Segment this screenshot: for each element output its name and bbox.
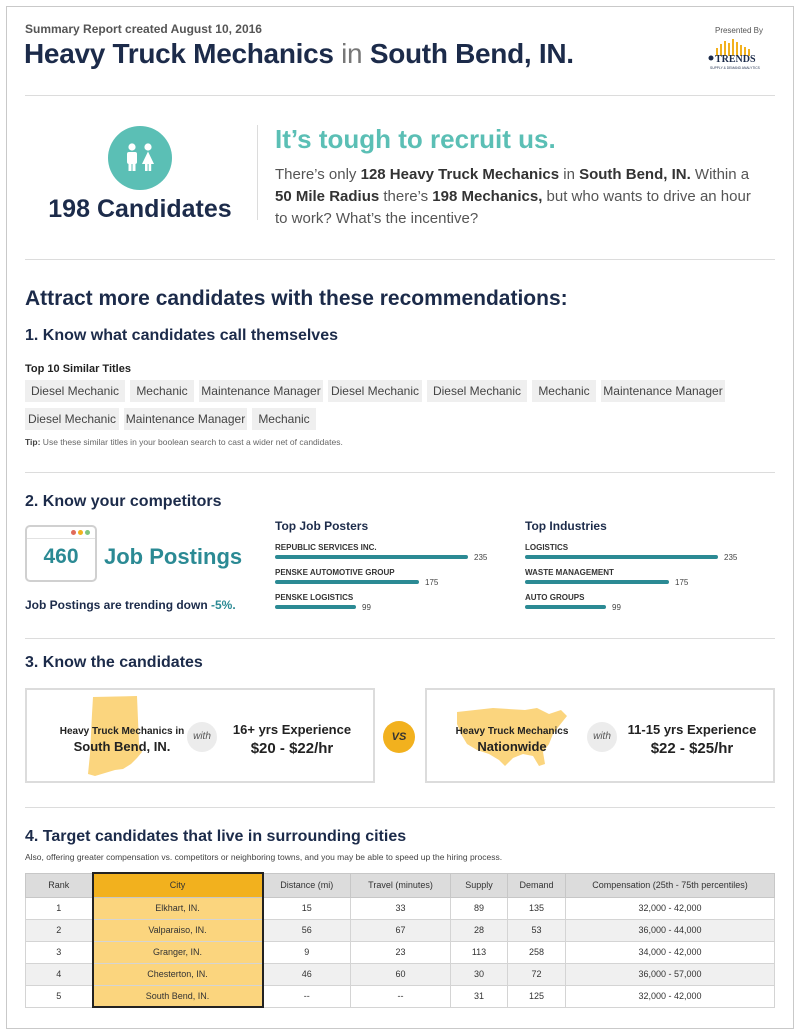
table-row: 4 Chesterton, IN. 46 60 30 72 36,000 - 57,000	[26, 963, 775, 985]
divider	[25, 95, 775, 96]
industry-value: 175	[675, 578, 689, 587]
divider	[25, 807, 775, 808]
col-compensation: Compensation (25th - 75th percentiles)	[566, 873, 775, 897]
postings-trend: Job Postings are trending down -5%.	[25, 598, 236, 612]
section-3-title: 3. Know the candidates	[25, 654, 203, 671]
title-chip: Mechanic	[252, 408, 316, 430]
title-location: South Bend, IN.	[369, 38, 574, 69]
national-place: Nationwide	[477, 739, 547, 754]
industry-bar	[525, 605, 606, 609]
page-title	[24, 38, 574, 70]
industry-value: 99	[612, 603, 621, 612]
job-poster-label: PENSKE AUTOMOTIVE GROUP	[275, 568, 395, 577]
hero-description: There’s only 128 Heavy Truck Mechanics in South Bend, IN. Within a 50 Mile Radius there’s 198 Mechanics, but who wants to drive an hour to work? What’s the incentive?	[275, 166, 751, 227]
title-chip: Diesel Mechanic	[328, 380, 422, 402]
job-poster-bar	[275, 580, 419, 584]
industry-bar	[525, 580, 669, 584]
with-badge: with	[187, 722, 217, 752]
job-poster-value: 175	[425, 578, 439, 587]
postings-label: Job Postings	[104, 544, 243, 569]
title-chip: Mechanic	[532, 380, 596, 402]
divider	[25, 638, 775, 639]
title-in: in	[341, 38, 363, 69]
national-candidates-card	[425, 688, 775, 783]
tip-text: Tip: Use these similar titles in your boolean search to cast a wider net of candidates.	[25, 437, 343, 447]
title-chip: Diesel Mechanic	[427, 380, 527, 402]
cities-table	[25, 872, 775, 1008]
local-label: Heavy Truck Mechanics in	[59, 726, 185, 737]
col-rank: Rank	[26, 873, 93, 897]
col-demand: Demand	[508, 873, 566, 897]
presented-by: Presented By	[714, 26, 764, 35]
col-city: City	[93, 873, 263, 897]
divider	[25, 472, 775, 473]
candidate-count: 198 Candidates	[48, 195, 232, 223]
industry-label: AUTO GROUPS	[525, 593, 585, 602]
section-2-title: 2. Know your competitors	[25, 493, 222, 510]
industry-value: 235	[724, 553, 738, 562]
col-travel: Travel (minutes)	[351, 873, 451, 897]
table-row: 2 Valparaiso, IN. 56 67 28 53 36,000 - 44,000	[26, 919, 775, 941]
hero-divider	[257, 125, 258, 220]
logo-subtext: SUPPLY & DEMAND ANALYTICS	[710, 66, 760, 70]
recommendations-heading: Attract more candidates with these recommendations:	[25, 287, 568, 310]
industry-label: LOGISTICS	[525, 543, 569, 552]
table-row: 1 Elkhart, IN. 15 33 89 135 32,000 - 42,000	[26, 897, 775, 919]
title-chip: Mechanic	[130, 380, 194, 402]
trends-logo	[702, 38, 764, 72]
section-4-title: 4. Target candidates that live in surrounding cities	[25, 828, 407, 845]
usa-map-icon	[453, 704, 571, 772]
vs-badge: VS	[383, 721, 415, 753]
browser-window-icon	[25, 525, 97, 582]
with-badge: with	[587, 722, 617, 752]
section-4-subtitle: Also, offering greater compensation vs. competitors or neighboring towns, and you may be able to speed up the hiring process.	[25, 852, 503, 862]
table-row: 5 South Bend, IN. -- -- 31 125 32,000 - 42,000	[26, 985, 775, 1007]
title-chip: Maintenance Manager	[601, 380, 725, 402]
top-titles-label: Top 10 Similar Titles	[25, 363, 131, 375]
national-label: Heavy Truck Mechanics	[455, 726, 569, 737]
table-header-row	[26, 873, 775, 897]
top-industries-header: Top Industries	[525, 519, 607, 533]
people-icon	[108, 126, 172, 190]
local-candidates-card	[25, 688, 375, 783]
title-chip: Diesel Mechanic	[25, 408, 119, 430]
divider	[25, 259, 775, 260]
col-distance: Distance (mi)	[263, 873, 351, 897]
industry-label: WASTE MANAGEMENT	[525, 568, 614, 577]
col-supply: Supply	[451, 873, 508, 897]
industry-bar	[525, 555, 718, 559]
title-chip: Maintenance Manager	[124, 408, 247, 430]
report-date: Summary Report created August 10, 2016	[25, 22, 262, 36]
hero-headline: It’s tough to recruit us.	[275, 124, 556, 154]
people-icon-circle	[108, 126, 172, 190]
postings-count: 460	[43, 545, 79, 568]
local-place: South Bend, IN.	[73, 739, 171, 754]
job-poster-bar	[275, 555, 468, 559]
section-1-title: 1. Know what candidates call themselves	[25, 327, 338, 344]
top-job-posters-header: Top Job Posters	[275, 519, 369, 533]
job-poster-label: REPUBLIC SERVICES INC.	[275, 543, 377, 552]
job-poster-value: 99	[362, 603, 371, 612]
title-chip: Diesel Mechanic	[25, 380, 125, 402]
title-role: Heavy Truck Mechanics	[24, 38, 334, 69]
title-chip: Maintenance Manager	[199, 380, 323, 402]
local-pay: $20 - $22/hr	[250, 740, 334, 757]
job-poster-bar	[275, 605, 356, 609]
table-row: 3 Granger, IN. 9 23 113 258 34,000 - 42,000	[26, 941, 775, 963]
local-experience: 16+ yrs Experience	[232, 722, 352, 737]
logo-text: TRENDS	[715, 54, 756, 65]
job-poster-label: PENSKE LOGISTICS	[275, 593, 354, 602]
national-pay: $22 - $25/hr	[650, 740, 734, 757]
national-experience: 11-15 yrs Experience	[627, 722, 757, 737]
job-poster-value: 235	[474, 553, 488, 562]
